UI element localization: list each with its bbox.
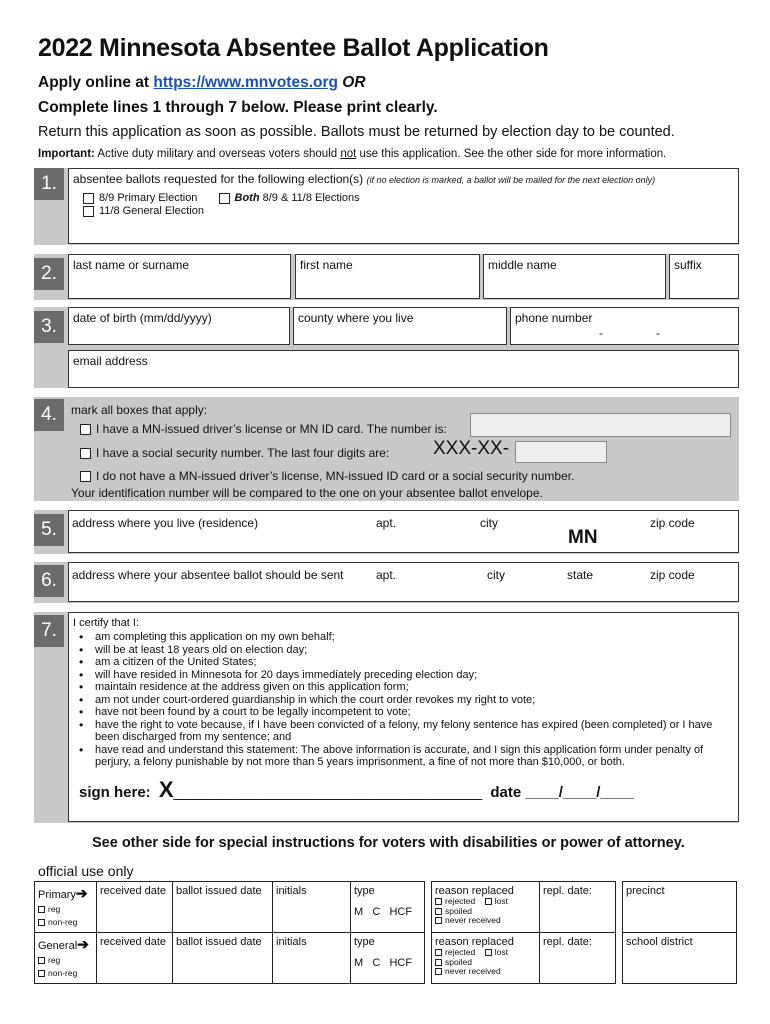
residence-zip-label: zip code [650,516,695,530]
general-initials[interactable]: initials [273,933,351,984]
mailing-address-label: address where your absentee ballot should be sent [72,568,344,582]
special-instructions-note: See other side for special instructions for voters with disabilities or power of attorney. [92,835,685,851]
primary-issued-date[interactable]: ballot issued date [173,882,273,933]
rejected-checkbox[interactable] [435,949,442,956]
lost-checkbox[interactable] [485,949,492,956]
phone-number-field[interactable]: phone number - - [510,307,739,345]
general-election-option[interactable]: 11/8 General Election [83,205,734,217]
general-issued-date[interactable]: ballot issued date [173,933,273,984]
license-option[interactable]: I have a MN-issued driver’s license or MN ID card. The number is: [80,422,447,436]
general-received-date[interactable]: received date [97,933,173,984]
list-item: • will have resided in Minnesota for 20 days immediately preceding election day; [73,669,734,682]
residence-apt-label: apt. [376,516,397,530]
mailing-zip-label: zip code [650,568,695,582]
section-1-number: 1. [34,168,64,200]
section-6-number: 6. [34,565,64,597]
both-elections-option[interactable]: Both 8/9 & 11/8 Elections [219,192,360,204]
list-item: • will be at least 18 years old on election day; [73,644,734,657]
official-use-table [34,881,737,984]
primary-election-option[interactable]: 8/9 Primary Election [83,192,197,204]
id-comparison-note: Your identification number will be compared to the one on your absentee ballot envelope. [71,486,543,500]
section-4-label: mark all boxes that apply: [71,403,208,417]
section-2-number: 2. [34,258,64,290]
precinct-cell[interactable]: precinct [623,882,737,933]
primary-repl-date[interactable]: repl. date: [540,882,616,933]
arrow-right-icon: ➔ [75,885,88,901]
reg-checkbox[interactable] [38,957,45,964]
never-received-checkbox[interactable] [435,968,442,975]
primary-checkbox[interactable] [83,193,94,204]
reg-checkbox[interactable] [38,906,45,913]
section-7-number: 7. [34,615,64,647]
general-type[interactable]: type M C HCF [351,933,425,984]
no-id-option[interactable]: I do not have a MN-issued driver’s license, MN-issued ID card or a social security number. [80,469,574,483]
residence-city-label: city [480,516,498,530]
official-use-label: official use only [38,863,134,879]
primary-reason-replaced[interactable]: reason replaced rejected lost spoiled never received [432,882,540,933]
first-name-field[interactable]: first name [295,254,480,299]
no-id-checkbox[interactable] [80,471,91,482]
list-item: • am completing this application on my own behalf; [73,631,734,644]
mnvotes-link[interactable]: https://www.mnvotes.org [153,74,338,91]
section-5-number: 5. [34,514,64,546]
ssn-option[interactable]: I have a social security number. The last four digits are: [80,446,389,460]
mailing-city-label: city [487,568,505,582]
list-item: • maintain residence at the address given on this application form; [73,681,734,694]
general-cell: General➔ reg non-reg [35,933,97,984]
instructions-complete: Complete lines 1 through 7 below. Please print clearly. [38,99,438,116]
general-reason-replaced[interactable]: reason replaced rejected lost spoiled never received [432,933,540,984]
residence-state-mn: MN [568,527,598,548]
license-number-input[interactable] [470,413,731,437]
list-item: • am not under court-ordered guardianship in which the court order revokes my right to vote; [73,694,734,707]
list-item: • have not been found by a court to be legally incompetent to vote; [73,706,734,719]
ssn-checkbox[interactable] [80,448,91,459]
lost-checkbox[interactable] [485,898,492,905]
primary-received-date[interactable]: received date [97,882,173,933]
apply-online-line: Apply online at https://www.mnvotes.org OR [38,74,366,91]
mailing-state-label: state [567,568,594,582]
primary-type[interactable]: type M C HCF [351,882,425,933]
signature-date[interactable]: date ____/____/____ [490,783,634,801]
county-field[interactable]: county where you live [293,307,507,345]
certification-box [68,612,739,822]
arrow-right-icon: ➔ [77,936,89,952]
instructions-return: Return this application as soon as possible. Ballots must be returned by election day to be counted. [38,124,675,140]
ssn-prefix: XXX-XX- [433,438,510,459]
section-3-number: 3. [34,311,64,343]
never-received-checkbox[interactable] [435,917,442,924]
primary-initials[interactable]: initials [273,882,351,933]
certify-intro: I certify that I: [73,617,140,629]
certification-list [73,631,734,769]
mailing-apt-label: apt. [376,568,397,582]
signature-line[interactable]: sign here: X_____________________________________ date ____/____/____ [79,776,634,802]
middle-name-field[interactable]: middle name [483,254,666,299]
email-field[interactable]: email address [68,350,739,388]
date-of-birth-field[interactable]: date of birth (mm/dd/yyyy) [68,307,290,345]
section-4-number: 4. [34,399,64,431]
residence-address-label: address where you live (residence) [72,516,259,530]
important-note: Important: Active duty military and overseas voters should not use this application. See the other side for more information. [38,148,667,160]
both-checkbox[interactable] [219,193,230,204]
school-district-cell[interactable]: school district [623,933,737,984]
list-item: • have the right to vote because, if I have been convicted of a felony, my felony sentence has expired (been completed) or I have been discharged from my sentence; and [73,719,734,744]
nonreg-checkbox[interactable] [38,919,45,926]
election-selection-box: absentee ballots requested for the following election(s) (if no election is marked, a ballot will be mailed for the next election only) 8/9 Primary Election Both 8/9 & 11/8 Elections 11/8 General Election [68,168,739,244]
general-repl-date[interactable]: repl. date: [540,933,616,984]
nonreg-checkbox[interactable] [38,970,45,977]
ssn-last-four-input[interactable] [515,441,607,463]
spoiled-checkbox[interactable] [435,908,442,915]
list-item: • have read and understand this statement: The above information is accurate, and I sign this application form under penalty of perjury, a felony punishable by not more than 5 years imprisonment, a fine of not more than $10,000, or both. [73,744,734,769]
last-name-field[interactable]: last name or surname [68,254,291,299]
page-title: 2022 Minnesota Absentee Ballot Application [38,34,549,62]
rejected-checkbox[interactable] [435,898,442,905]
license-checkbox[interactable] [80,424,91,435]
suffix-field[interactable]: suffix [669,254,739,299]
list-item: • am a citizen of the United States; [73,656,734,669]
spoiled-checkbox[interactable] [435,959,442,966]
general-checkbox[interactable] [83,206,94,217]
primary-cell: Primary➔ reg non-reg [35,882,97,933]
